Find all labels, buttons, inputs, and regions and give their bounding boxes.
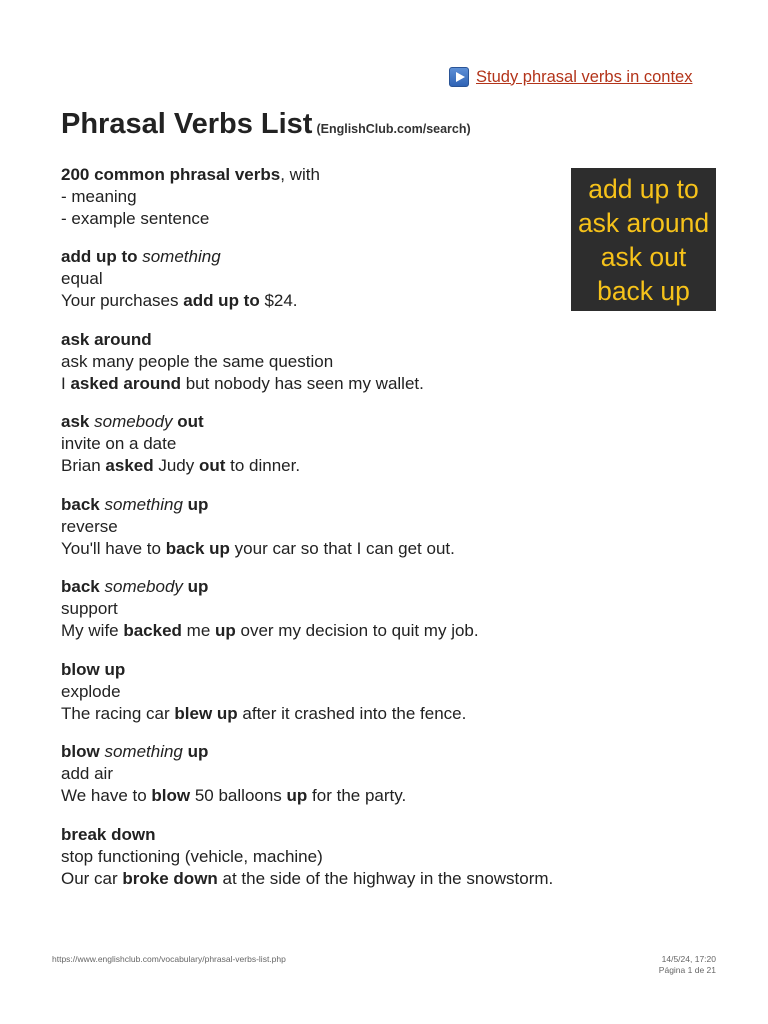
promo-line: ask out (600, 241, 687, 272)
verb-heading (61, 741, 701, 763)
study-link-row[interactable] (449, 66, 716, 88)
verb-example-segment: back up (165, 538, 230, 558)
verb-example-segment: $24. (259, 291, 298, 310)
verb-example-segment: out (198, 456, 226, 475)
phrasal-verb-entry (61, 329, 701, 395)
promo-line: back up (597, 275, 690, 306)
intro-example-line: - example sentence (61, 209, 210, 228)
verb-heading (61, 246, 701, 268)
verb-example-segment: We have to (61, 786, 152, 805)
verb-heading (61, 576, 701, 598)
verb-meaning: stop functioning (vehicle, machine) (61, 846, 323, 866)
verb-meaning: invite on a date (61, 434, 177, 453)
verb-example (61, 455, 701, 477)
verb-heading-segment: add up to (61, 247, 138, 266)
verb-heading-segment: somebody (94, 412, 173, 431)
verb-heading (61, 659, 701, 681)
verb-example-segment: Judy (153, 456, 199, 475)
verb-meaning: explode (61, 681, 121, 701)
verb-example (61, 373, 701, 395)
phrasal-verb-entry (61, 494, 701, 560)
verb-example-segment: You'll have to (61, 538, 166, 558)
verb-heading-segment: back (61, 577, 100, 596)
verb-heading (61, 329, 701, 351)
verb-example-segment: over my decision to quit my job. (235, 621, 479, 640)
intro-rest: , with (280, 165, 320, 184)
verb-heading-segment: blow (61, 742, 100, 761)
verb-example-segment: add up to (183, 291, 260, 310)
footer-url: https://www.englishclub.com/vocabulary/phrasal-verbs-list.php (52, 954, 286, 964)
verb-example-segment: up (286, 786, 308, 805)
verb-heading-segment: somebody (104, 577, 183, 596)
verb-heading-segment: blow up (61, 659, 126, 679)
verb-example-segment: but nobody has seen my wallet. (181, 373, 424, 393)
verb-example-segment: after it crashed into the fence. (237, 703, 467, 723)
verb-heading-segment: something (142, 247, 221, 266)
play-button-icon[interactable] (449, 67, 469, 87)
verb-example (61, 620, 701, 642)
phrasal-verb-entry (61, 741, 701, 807)
phrasal-verb-entry (61, 411, 701, 477)
verb-meaning: reverse (61, 516, 118, 536)
verb-example-segment: 50 balloons (190, 786, 287, 805)
verb-example (61, 868, 701, 890)
verb-example-segment: asked around (70, 373, 181, 393)
verb-example-segment: to dinner. (225, 456, 301, 475)
verb-example (61, 703, 701, 725)
verb-heading-segment: up (187, 494, 209, 514)
verb-heading (61, 824, 701, 846)
phrasal-verb-entry (61, 576, 701, 642)
verb-heading-segment: something (104, 742, 183, 761)
verb-heading-segment: up (187, 742, 209, 761)
verb-heading-segment: up (187, 577, 209, 596)
verb-meaning: ask many people the same question (61, 351, 334, 371)
verb-heading-segment: ask (61, 412, 90, 431)
promo-line: ask around (577, 207, 710, 238)
verb-heading-segment: back (61, 494, 100, 514)
verb-example-segment: me (181, 621, 215, 640)
verb-heading (61, 494, 701, 516)
phrasal-verb-entries (61, 246, 701, 906)
intro-bold: 200 common phrasal verbs (61, 165, 281, 184)
verb-heading (61, 411, 701, 433)
footer-meta (659, 954, 716, 976)
verb-heading-segment: break down (61, 824, 156, 844)
page-title-row (61, 108, 471, 141)
verb-example-segment: My wife (61, 621, 124, 640)
verb-example-segment: Brian (61, 456, 106, 475)
verb-example-segment: Our car (61, 868, 123, 888)
phrasal-verb-entry (61, 246, 701, 312)
promo-line: add up to (588, 173, 699, 204)
verb-example-segment: blow (151, 786, 191, 805)
verb-example-segment: I (61, 373, 71, 393)
verb-example-segment: for the party. (307, 786, 407, 805)
verb-heading-segment: ask around (61, 329, 152, 349)
footer-datetime: 14/5/24, 17:20 (661, 954, 716, 964)
footer-page-number: Página 1 de 21 (658, 965, 716, 975)
phrasal-verb-entry (61, 659, 701, 725)
verb-example-segment: Your purchases (61, 291, 184, 310)
intro-meaning-line: - meaning (61, 187, 137, 206)
verb-example (61, 538, 701, 560)
verb-example (61, 290, 701, 312)
page-title: Phrasal Verbs List (61, 108, 313, 140)
verb-meaning: support (61, 599, 118, 618)
verb-heading-segment: out (177, 412, 204, 431)
verb-example (61, 785, 701, 807)
title-source: (EnglishClub.com/search) (316, 122, 471, 136)
study-phrasal-verbs-link[interactable]: Study phrasal verbs in contex (476, 67, 693, 86)
verb-example-segment: your car so that I can get out. (229, 538, 455, 558)
intro-text (61, 164, 320, 230)
verb-example-segment: The racing car (61, 703, 175, 723)
verb-meaning: add air (61, 764, 113, 783)
verb-example-segment: asked (105, 456, 154, 475)
verb-example-segment: broke down (122, 868, 218, 888)
verb-example-segment: blew up (174, 703, 238, 723)
phrasal-verb-entry (61, 824, 701, 890)
verb-heading-segment: something (104, 494, 183, 514)
verb-example-segment: backed (123, 621, 182, 640)
verb-example-segment: at the side of the highway in the snowstorm. (217, 868, 554, 888)
verb-meaning: equal (61, 269, 103, 288)
verb-example-segment: up (215, 621, 236, 640)
